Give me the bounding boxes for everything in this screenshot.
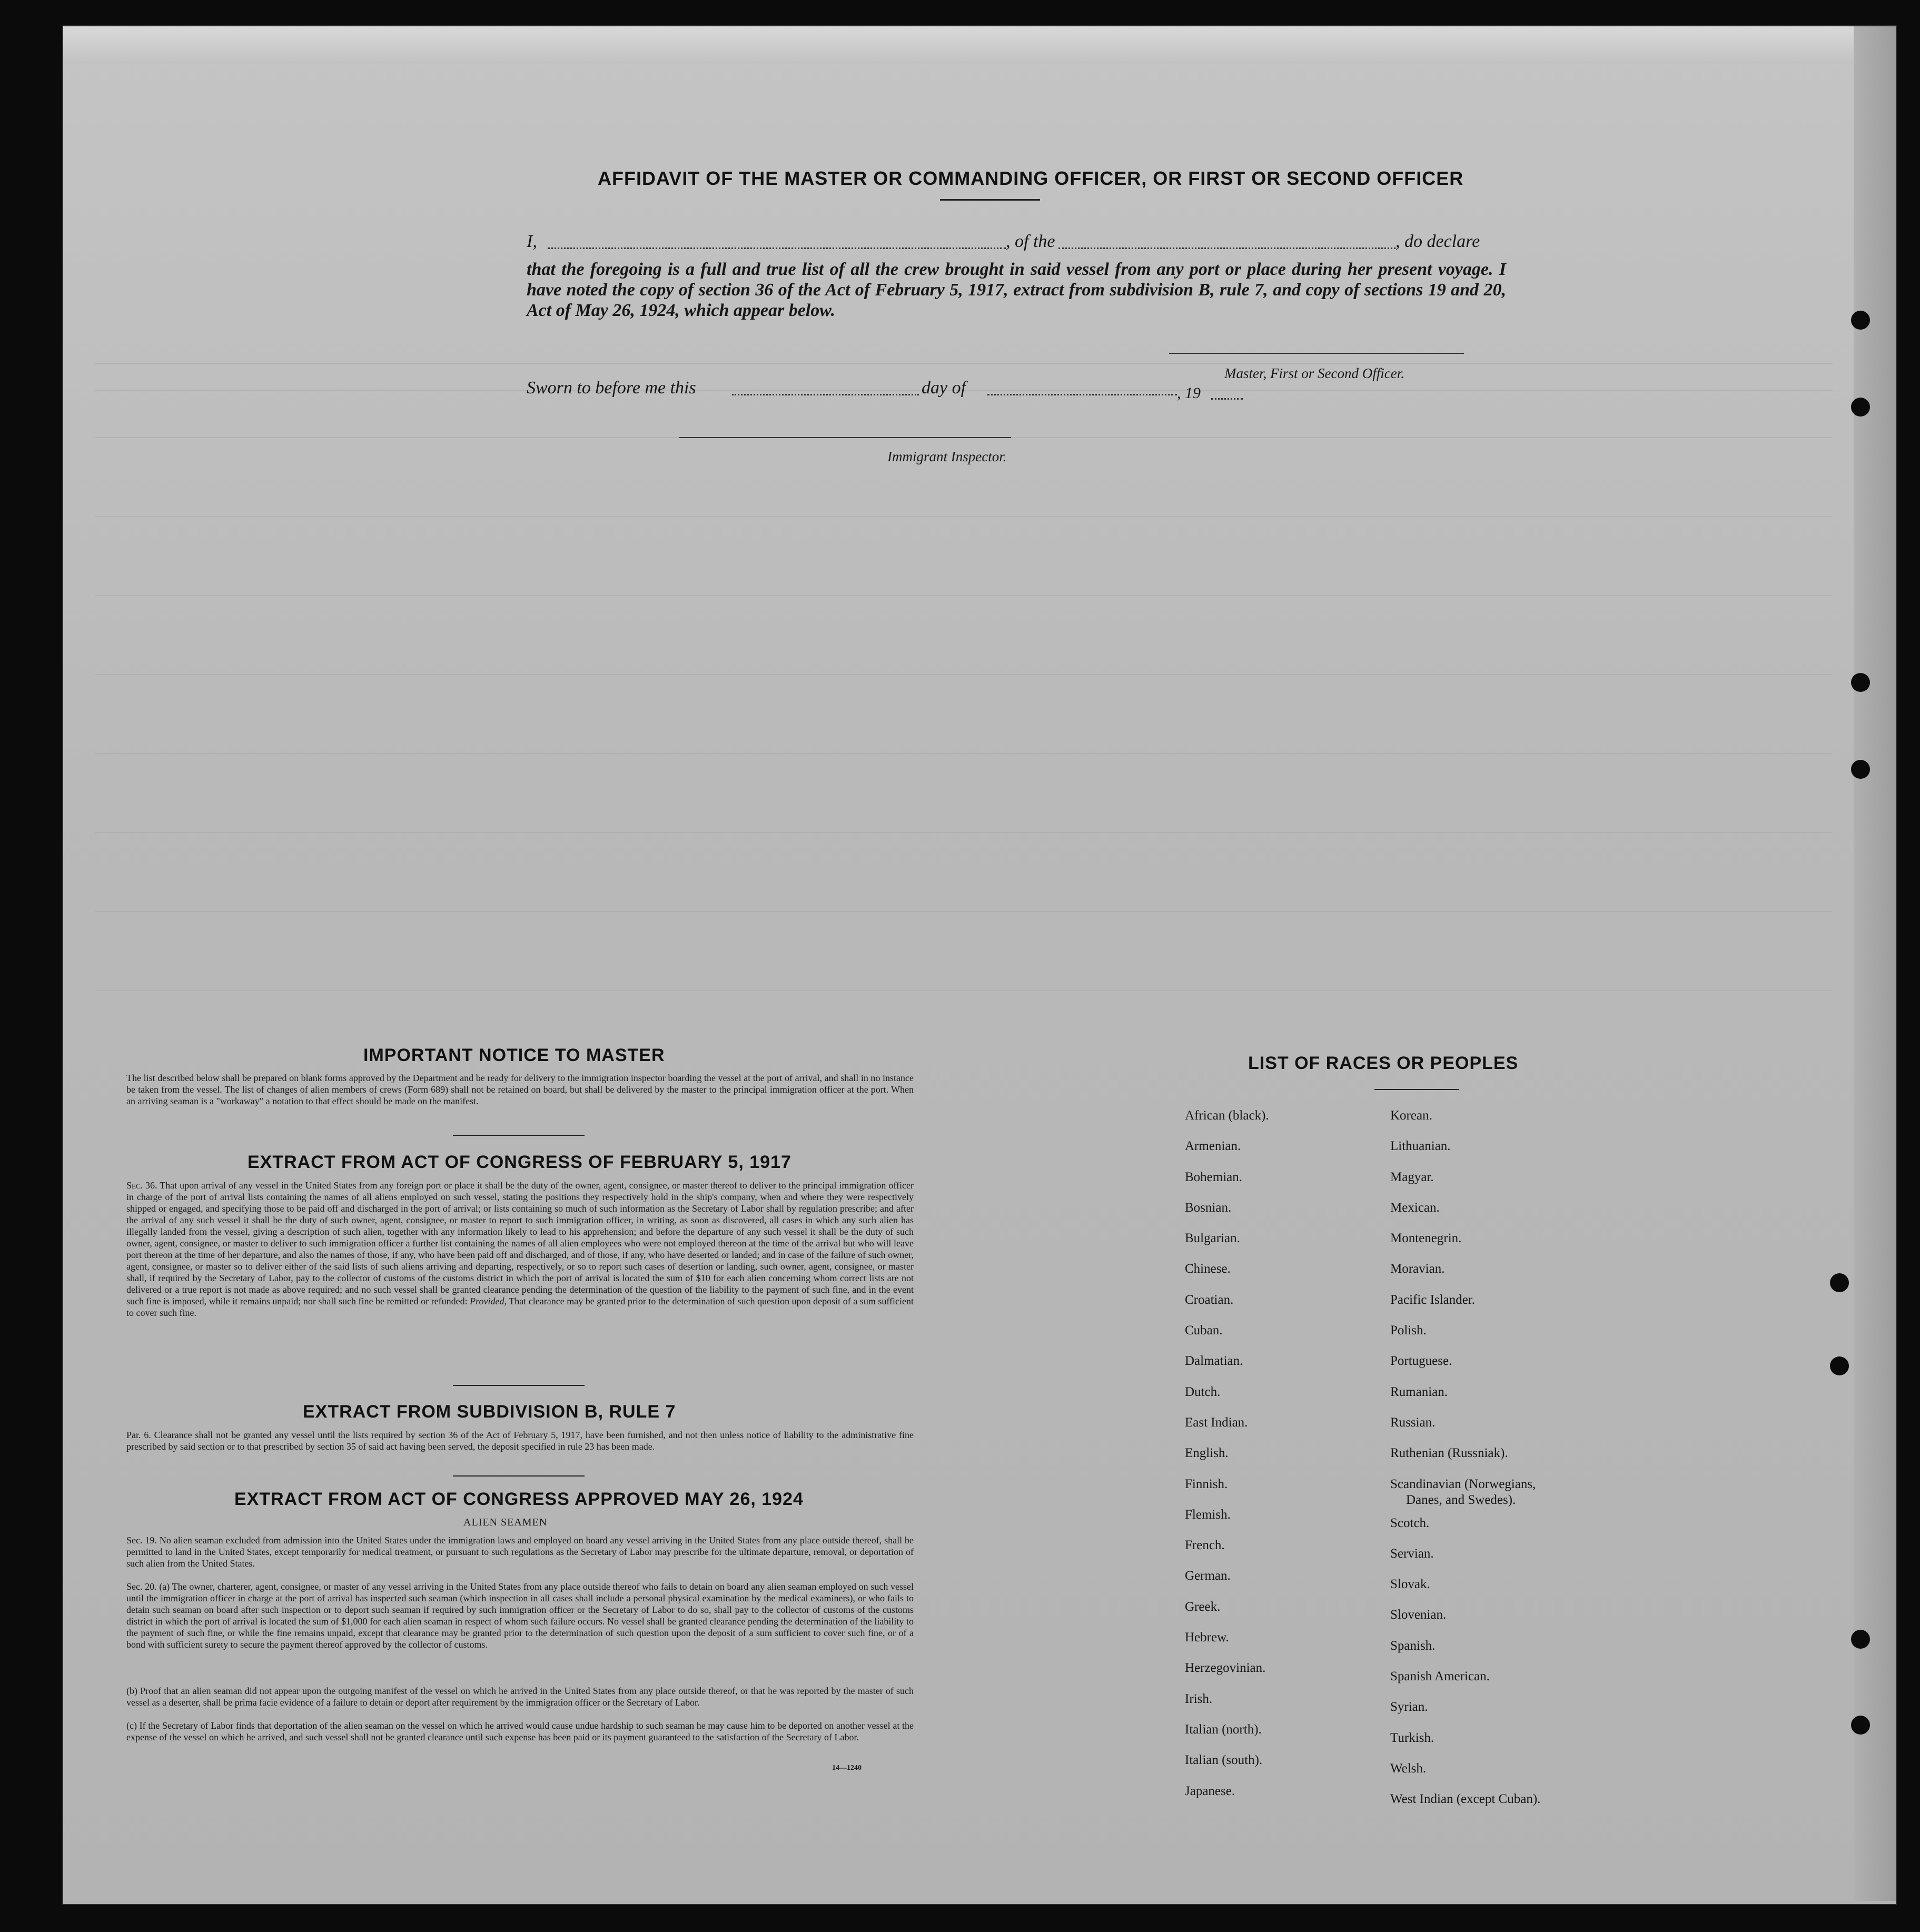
race-item: Dutch. [1185, 1384, 1221, 1399]
binder-hole [1851, 760, 1870, 779]
races-title: LIST OF RACES OR PEOPLES [1248, 1053, 1519, 1073]
race-item: African (black). [1185, 1108, 1269, 1123]
affidavit-body: that the foregoing is a full and true list of all the crew brought in said vessel from any port or place during her present voyage. I have noted the copy of section 36 of the Act of February 5, 1917, extract from subdivision B, rule 7, and copy of sections 19 and 20, Act of May 26, 1924, which appear below. [527, 260, 1506, 320]
bleed-through-line [95, 832, 1833, 833]
sec36-label: Sec. 36. [126, 1180, 157, 1191]
race-item: Flemish. [1185, 1507, 1231, 1522]
races-left-column [1185, 1101, 1269, 1807]
alien-seamen-subtitle: ALIEN SEAMEN [463, 1517, 548, 1528]
race-item: Portuguese. [1390, 1354, 1452, 1369]
races-right-column [1390, 1101, 1540, 1815]
sworn-text: Sworn to before me this [527, 378, 696, 398]
race-item: Bosnian. [1185, 1200, 1232, 1215]
notice-rule [453, 1135, 585, 1136]
race-item: Mexican. [1390, 1200, 1440, 1215]
race-item: Pacific Islander. [1390, 1292, 1476, 1307]
binder-hole [1851, 1716, 1870, 1735]
extract-1917-rule [453, 1385, 585, 1386]
notice-body: The list described below shall be prepared on blank forms approved by the Department and be ready for delivery to the immigration inspector boarding the vessel at the port of arrival, and shall in no instance be taken from the vessel. The list of changes of alien members of crews (Form 689) shall not be retained on board, but shall be delivered by the master to the principal immigration officer at the port. When an arriving seaman is a "workaway" a notation to that effect should be made on the manifest. [126, 1073, 914, 1106]
race-item: Italian (north). [1185, 1722, 1262, 1737]
affidavit-of-the: , of the [1006, 232, 1055, 251]
race-item: East Indian. [1185, 1415, 1248, 1430]
bleed-through-line [95, 595, 1833, 596]
form-number: 14—1240 [832, 1764, 862, 1772]
races-rule [1374, 1089, 1459, 1090]
proviso-text: That clearance may be granted prior to the determination of such question upon deposit of a sum sufficient to cover such fine. [126, 1296, 914, 1318]
race-item: Magyar. [1390, 1170, 1434, 1184]
bleed-through-line [95, 674, 1833, 675]
bleed-through-line [95, 363, 1833, 364]
race-item: Dalmatian. [1185, 1354, 1243, 1369]
race-item: Finnish. [1185, 1477, 1228, 1491]
race-item: Cuban. [1185, 1323, 1223, 1338]
race-item: Moravian. [1390, 1262, 1445, 1276]
binder-hole [1851, 311, 1870, 330]
extract-1917-body [126, 1180, 914, 1319]
affidavit-title: AFFIDAVIT OF THE MASTER OR COMMANDING OFFICER, OR FIRST OR SECOND OFFICER [598, 167, 1464, 189]
race-item: Welsh. [1390, 1761, 1427, 1776]
sec20a-text: Sec. 20. (a) The owner, charterer, agent, consignee, or master of any vessel arriving in the United States from any place outside thereof who fails to detain on board any alien seaman employed on such vessel until the immigration officer in charge at the port of arrival has inspected such seaman (which inspection in all cases shall include a personal physical examination by the medical examiners), or who fails to detain such seaman on board after such inspection or to deport such seaman if required by such immigration officer or the Secretary of Labor to do so, shall pay to the collector of customs of the customs district in which the port of arrival is located the sum of $1,000 for each alien seaman in respect of whom such failure occurs. No vessel shall be granted clearance pending the determination of the liability to the payment of such fine, or while the fine remains unpaid, except that clearance may be granted prior to the determination of such question upon the deposit of a sum sufficient to cover such fine, or of a bond with sufficient surety to secure the payment thereof approved by the collector of customs. [126, 1581, 914, 1650]
day-of-text: day of [922, 378, 966, 398]
race-item: Montenegrin. [1390, 1231, 1462, 1246]
race-item: Slovak. [1390, 1577, 1430, 1592]
year-prefix: , 19 [1177, 384, 1201, 402]
binder-hole [1830, 1356, 1849, 1375]
sec20c-text: (c) If the Secretary of Labor finds that deportation of the alien seaman on the vessel on which he arrived would cause undue hardship to such seaman he may cause him to be deported on another vessel at the expense of the vessel on which he arrived, and such vessel shall not be granted clearance until such expense has been paid or its payment guaranteed to the satisfaction of the Secretary of Labor. [126, 1720, 914, 1742]
paper-edge [1854, 26, 1896, 1901]
title-rule [940, 199, 1040, 201]
race-item: Turkish. [1390, 1730, 1434, 1745]
binder-hole [1851, 673, 1870, 692]
sworn-month-field[interactable] [987, 394, 1177, 395]
bleed-through-line [95, 753, 1833, 754]
extract-1924-title: EXTRACT FROM ACT OF CONGRESS APPROVED MAY 26, 1924 [234, 1489, 804, 1509]
race-item: Bohemian. [1185, 1170, 1243, 1184]
rule7-title: EXTRACT FROM SUBDIVISION B, RULE 7 [303, 1402, 676, 1422]
race-item: Croatian. [1185, 1292, 1234, 1307]
binder-hole [1830, 1273, 1849, 1292]
race-item: Rumanian. [1390, 1384, 1448, 1399]
sworn-day-field[interactable] [732, 394, 919, 395]
race-item: Slovenian. [1390, 1608, 1447, 1622]
race-item: Polish. [1390, 1323, 1427, 1338]
rule7-body: Par. 6. Clearance shall not be granted any vessel until the lists required by section 36 of the Act of February 5, 1917, have been furnished, and not then unless notice of liability to the administrative fine prescribed by said section or to that prescribed by section 35 of said act having been served, the deposit specified in rule 23 has been made. [126, 1430, 914, 1452]
race-item: English. [1185, 1446, 1229, 1461]
sec20b-text: (b) Proof that an alien seaman did not appear upon the outgoing manifest of the vessel on which he arrived in the United States from any place outside thereof, or that he was reported by the master of such vessel as a deserter, shall be prima facie evidence of a failure to detain or deport after requirement by the immigration officer or the Secretary of Labor. [126, 1686, 914, 1708]
inspector-signature-field[interactable] [679, 437, 1011, 438]
binder-hole [1851, 398, 1870, 417]
race-item: Korean. [1390, 1108, 1432, 1123]
race-item: Italian (south). [1185, 1753, 1263, 1768]
race-item: Lithuanian. [1390, 1139, 1451, 1154]
race-item: Irish. [1185, 1691, 1213, 1706]
inspector-label: Immigrant Inspector. [887, 449, 1007, 464]
name-field[interactable] [548, 247, 1006, 249]
bleed-through-line [95, 911, 1833, 912]
race-item: Herzegovinian. [1185, 1661, 1266, 1676]
race-item: Russian. [1390, 1415, 1436, 1430]
master-signature-field[interactable] [1169, 353, 1464, 354]
race-item: Armenian. [1185, 1139, 1241, 1154]
vessel-field[interactable] [1058, 247, 1396, 249]
extract-1917-title: EXTRACT FROM ACT OF CONGRESS OF FEBRUARY 5, 1917 [248, 1152, 791, 1172]
bleed-through-line [95, 990, 1833, 991]
race-item: Ruthenian (Russniak). [1390, 1446, 1508, 1461]
race-item: Spanish. [1390, 1638, 1436, 1653]
sworn-year-field[interactable] [1211, 398, 1243, 400]
race-item: Bulgarian. [1185, 1231, 1240, 1246]
race-item: West Indian (except Cuban). [1390, 1792, 1541, 1807]
sec36-text: That upon arrival of any vessel in the United States from any foreign port or place it shall be the duty of the owner, agent, consignee, or master thereof to deliver to the principal immigration officer in charge of the port of arrival lists containing the names of all aliens employed on such vessel, stating the positions they respectively hold in the ship's company, when and where they were respectively shipped or engaged, and specifying those to be paid off and discharged in the port of arrival; or lists containing so much of such information as the Secretary of Labor shall by regulation prescribe; and after the arrival of any such vessel it shall be the duty of such owner, agent, consignee, or master to report to such immigration officer, in writing, as soon as discovered, all cases in which any such alien has illegally landed from the vessel, giving a description of such alien, together with any information likely to lead to his apprehension; and before the departure of any such vessel it shall be the duty of such owner, agent, consignee, or master to deliver to such immigration officer a further list containing the names of all alien employees who were not employed thereon at the time of the arrival but who will leave port thereon at the time of her departure, and also the names of those, if any, who have been paid off and discharged, and of those, if any, who have deserted or landed; and in case of the failure of such owner, agent, consignee, or master so to deliver either of the said lists of such aliens arriving and departing, respectively, or so to report such cases of desertion or landing, such owner, agent, consignee, or master shall, if required by the Secretary of Labor, pay to the collector of customs of the customs district in which the port of arrival is located the sum of $10 for each alien concerning whom correct lists are not delivered or a true report is not made as above required; and no such vessel shall be granted clearance pending the determination of the question of the liability to the payment of such fine, and in the event such fine is imposed, while it remains unpaid; nor shall such fine be remitted or refunded: [126, 1180, 914, 1306]
race-item: Spanish American. [1390, 1669, 1490, 1684]
rule7-rule [453, 1475, 585, 1477]
bleed-through-line [95, 516, 1833, 517]
race-item: Danes, and Swedes). [1406, 1492, 1516, 1507]
race-item: Scandinavian (Norwegians, [1390, 1477, 1536, 1491]
sec19-text: Sec. 19. No alien seaman excluded from admission into the United States under the immigration laws and employed on board any vessel arriving in the United States from any place outside thereof, shall be permitted to land in the United States, except temporarily for medical treatment, or pursuant to such regulations as the Secretary of Labor may prescribe for the ultimate departure, removal, or deportation of such alien from the United States. [126, 1535, 914, 1569]
master-label: Master, First or Second Officer. [1224, 365, 1404, 381]
race-item: Greek. [1185, 1599, 1221, 1614]
paper-fold [63, 26, 1896, 63]
race-item: Scotch. [1390, 1515, 1430, 1530]
affidavit-i: I, [527, 232, 537, 251]
notice-title: IMPORTANT NOTICE TO MASTER [363, 1045, 665, 1065]
race-item: Servian. [1390, 1546, 1434, 1561]
race-item: Hebrew. [1185, 1630, 1229, 1645]
binder-hole [1851, 1630, 1870, 1649]
race-item: Japanese. [1185, 1784, 1235, 1798]
affidavit-do-declare: , do declare [1396, 232, 1480, 251]
race-item: Syrian. [1390, 1700, 1428, 1715]
race-item: French. [1185, 1538, 1225, 1553]
race-item: Chinese. [1185, 1262, 1231, 1276]
proviso-label: Provided, [470, 1296, 507, 1306]
race-item: German. [1185, 1569, 1231, 1583]
